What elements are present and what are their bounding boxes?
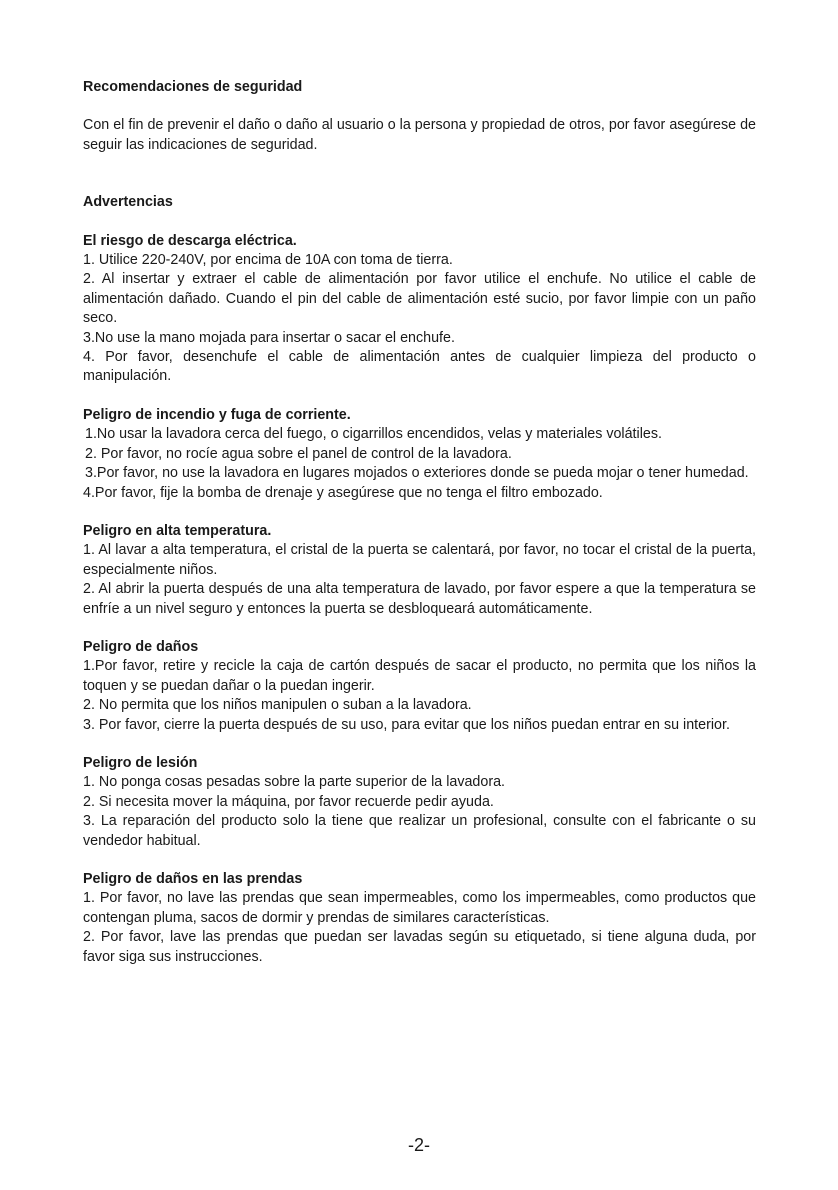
list-item: 4. Por favor, desenchufe el cable de alimentación antes de cualquier limpieza del producto o manipulación. <box>83 349 756 385</box>
section-heading: El riesgo de descarga eléctrica. <box>83 232 297 249</box>
list-item: 2. No permita que los niños manipulen o suban a la lavadora. <box>83 697 472 714</box>
list-item: 2. Si necesita mover la máquina, por favor recuerde pedir ayuda. <box>83 793 494 810</box>
list-item: 3. La reparación del producto solo la tiene que realizar un profesional, consulte con el fabricante o su vendedor habitual. <box>83 813 756 849</box>
page-title: Recomendaciones de seguridad <box>83 79 303 95</box>
list-item: 1. Por favor, no lave las prendas que sean impermeables, como los impermeables, como productos que contengan pluma, sacos de dormir y prendas de similares características. <box>83 890 756 926</box>
document-body <box>83 78 756 986</box>
warnings-heading: Advertencias <box>83 194 173 211</box>
list-item: 3. Por favor, cierre la puerta después de su uso, para evitar que los niños puedan entrar en su interior. <box>83 716 730 733</box>
section-heading: Peligro de incendio y fuga de corriente. <box>83 406 351 423</box>
intro-paragraph: Con el fin de prevenir el daño o daño al usuario o la persona y propiedad de otros, por favor asegúrese de seguir las indicaciones de seguridad. <box>83 117 756 153</box>
section-heading: Peligro de daños <box>83 638 199 655</box>
list-item: 3.Por favor, no use la lavadora en lugares mojados o exteriores donde se pueda mojar o tener humedad. <box>85 465 749 482</box>
section-heading: Peligro de lesión <box>83 754 198 771</box>
list-item: 3.No use la mano mojada para insertar o sacar el enchufe. <box>83 329 455 346</box>
section-garment-damage <box>83 870 756 967</box>
page-number: -2- <box>408 1135 430 1155</box>
section-electric-shock <box>83 232 756 387</box>
section-damage <box>83 638 756 735</box>
list-item: 1. Utilice 220-240V, por encima de 10A con toma de tierra. <box>83 252 453 269</box>
list-item: 2. Al insertar y extraer el cable de alimentación por favor utilice el enchufe. No utilice el cable de alimentación dañado. Cuando el pin del cable de alimentación esté sucio, por favor limpie con un paño seco. <box>83 271 756 327</box>
list-item: 1.Por favor, retire y recicle la caja de cartón después de sacar el producto, no permita que los niños la toquen y se puedan dañar o la puedan ingerir. <box>83 658 756 694</box>
section-heading: Peligro en alta temperatura. <box>83 522 272 539</box>
section-high-temperature <box>83 522 756 619</box>
list-item: 1. Al lavar a alta temperatura, el cristal de la puerta se calentará, por favor, no tocar el cristal de la puerta, especialmente niños. <box>83 542 756 578</box>
list-item: 2. Por favor, lave las prendas que puedan ser lavadas según su etiquetado, si tiene alguna duda, por favor siga sus instrucciones. <box>83 929 756 965</box>
list-item: 1. No ponga cosas pesadas sobre la parte superior de la lavadora. <box>83 774 506 791</box>
list-item: 4.Por favor, fije la bomba de drenaje y asegúrese que no tenga el filtro embozado. <box>83 484 603 501</box>
section-heading: Peligro de daños en las prendas <box>83 871 303 887</box>
section-fire-leak <box>83 406 756 503</box>
section-injury <box>83 754 756 851</box>
list-item: 2. Por favor, no rocíe agua sobre el panel de control de la lavadora. <box>85 445 512 462</box>
list-item: 1.No usar la lavadora cerca del fuego, o cigarrillos encendidos, velas y materiales volátiles. <box>85 426 662 443</box>
list-item: 2. Al abrir la puerta después de una alta temperatura de lavado, por favor espere a que la temperatura se enfríe a un nivel seguro y entonces la puerta se desbloqueará automáticamente. <box>83 581 756 617</box>
